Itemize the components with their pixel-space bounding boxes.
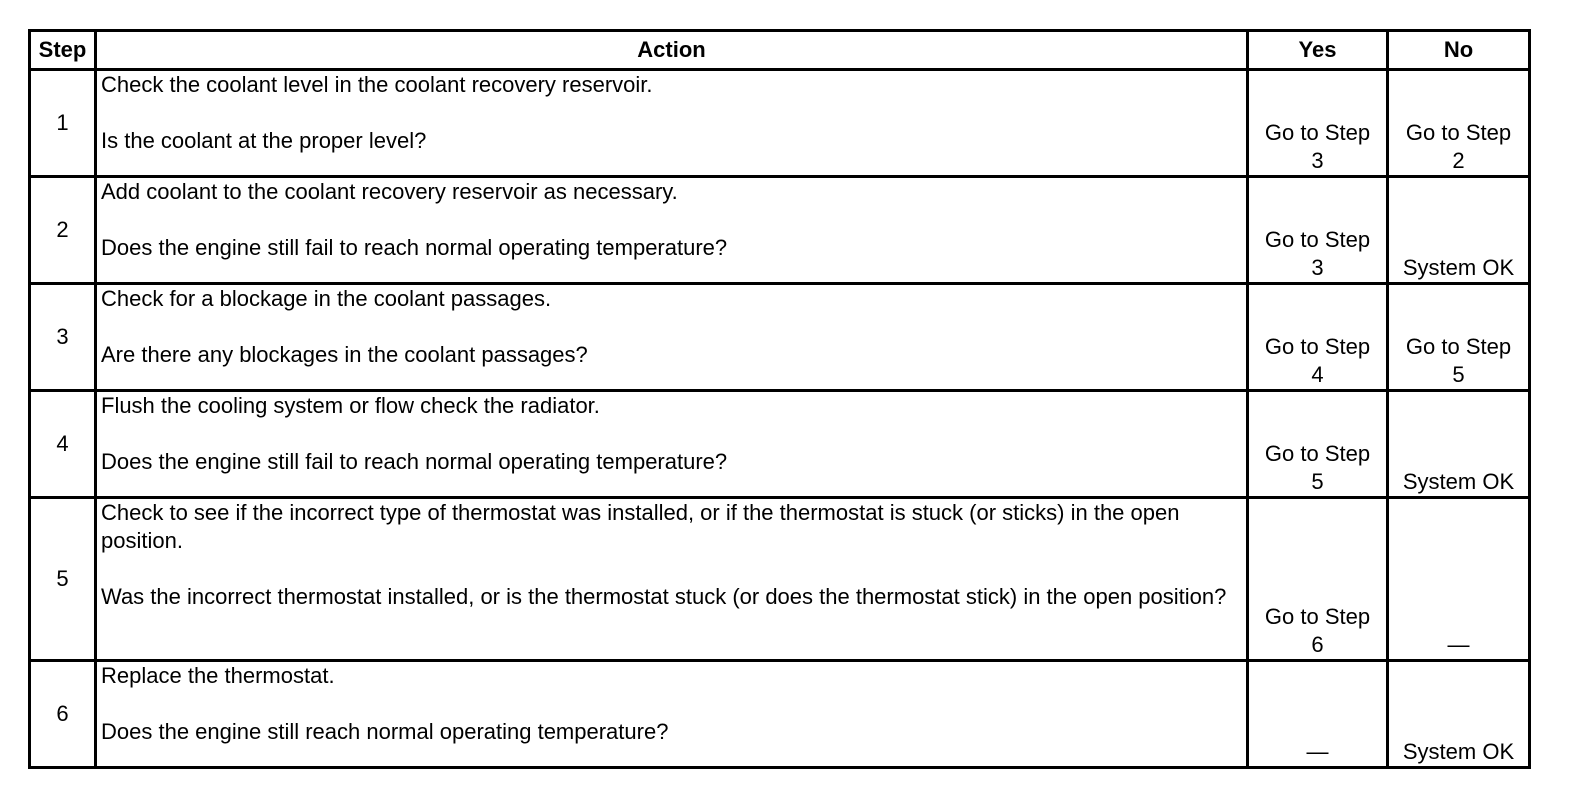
no-step: System OK bbox=[1402, 255, 1515, 280]
header-no: No bbox=[1388, 31, 1530, 70]
yes-cell bbox=[1248, 661, 1388, 768]
table-row bbox=[30, 391, 1530, 498]
table-row bbox=[30, 177, 1530, 284]
action-question: Does the engine still fail to reach normal operating temperature? bbox=[101, 235, 728, 260]
no-cell bbox=[1388, 661, 1530, 768]
yes-step: 5 bbox=[1311, 469, 1324, 494]
table-row bbox=[30, 70, 1530, 177]
no-step: System OK bbox=[1402, 469, 1515, 494]
action-instruction: Replace the thermostat. bbox=[101, 663, 335, 688]
no-step: System OK bbox=[1402, 739, 1515, 764]
yes-step: 6 bbox=[1311, 632, 1324, 657]
yes-cell bbox=[1248, 498, 1388, 661]
no-cell bbox=[1388, 391, 1530, 498]
yes-text: Go to Step bbox=[1264, 120, 1371, 145]
yes-cell bbox=[1248, 284, 1388, 391]
step-number: 2 bbox=[30, 177, 96, 284]
action-question: Are there any blockages in the coolant passages? bbox=[101, 342, 588, 367]
no-cell bbox=[1388, 284, 1530, 391]
action-cell bbox=[96, 284, 1248, 391]
action-cell bbox=[96, 70, 1248, 177]
action-question: Is the coolant at the proper level? bbox=[101, 128, 427, 153]
action-question: Does the engine still reach normal operating temperature? bbox=[101, 719, 669, 744]
action-instruction: Add coolant to the coolant recovery reservoir as necessary. bbox=[101, 179, 678, 204]
action-cell bbox=[96, 391, 1248, 498]
yes-step: 4 bbox=[1311, 362, 1324, 387]
yes-text: Go to Step bbox=[1264, 604, 1371, 629]
table-row bbox=[30, 284, 1530, 391]
yes-text: Go to Step bbox=[1264, 334, 1371, 359]
no-step: 5 bbox=[1452, 362, 1465, 387]
step-number: 5 bbox=[30, 498, 96, 661]
step-number: 3 bbox=[30, 284, 96, 391]
action-cell bbox=[96, 498, 1248, 661]
yes-cell bbox=[1248, 70, 1388, 177]
action-cell bbox=[96, 177, 1248, 284]
yes-cell bbox=[1248, 177, 1388, 284]
action-instruction: Flush the cooling system or flow check the radiator. bbox=[101, 393, 600, 418]
step-number: 6 bbox=[30, 661, 96, 768]
no-cell bbox=[1388, 70, 1530, 177]
table-row bbox=[30, 498, 1530, 661]
yes-step: 3 bbox=[1311, 255, 1324, 280]
step-number: 4 bbox=[30, 391, 96, 498]
header-step: Step bbox=[30, 31, 96, 70]
yes-text: Go to Step bbox=[1264, 441, 1371, 466]
action-instruction: Check the coolant level in the coolant recovery reservoir. bbox=[101, 72, 653, 97]
yes-text: Go to Step bbox=[1264, 227, 1371, 252]
step-number: 1 bbox=[30, 70, 96, 177]
header-yes: Yes bbox=[1248, 31, 1388, 70]
no-cell bbox=[1388, 177, 1530, 284]
no-text: Go to Step bbox=[1405, 334, 1512, 359]
yes-step: — bbox=[1306, 739, 1329, 764]
yes-step: 3 bbox=[1311, 148, 1324, 173]
no-text: Go to Step bbox=[1405, 120, 1512, 145]
header-action: Action bbox=[96, 31, 1248, 70]
no-step: 2 bbox=[1452, 148, 1465, 173]
yes-cell bbox=[1248, 391, 1388, 498]
action-cell bbox=[96, 661, 1248, 768]
action-question: Was the incorrect thermostat installed, or is the thermostat stuck (or does the thermostat stick) in the open position? bbox=[101, 584, 1227, 609]
action-instruction: Check for a blockage in the coolant passages. bbox=[101, 286, 552, 311]
header-row bbox=[30, 31, 1530, 70]
table-row bbox=[30, 661, 1530, 768]
action-instruction: Check to see if the incorrect type of thermostat was installed, or if the thermostat is stuck (or sticks) in the open position. bbox=[101, 500, 1180, 553]
diagnostic-table bbox=[28, 29, 1531, 769]
action-question: Does the engine still fail to reach normal operating temperature? bbox=[101, 449, 728, 474]
no-step: — bbox=[1447, 632, 1470, 657]
no-cell bbox=[1388, 498, 1530, 661]
